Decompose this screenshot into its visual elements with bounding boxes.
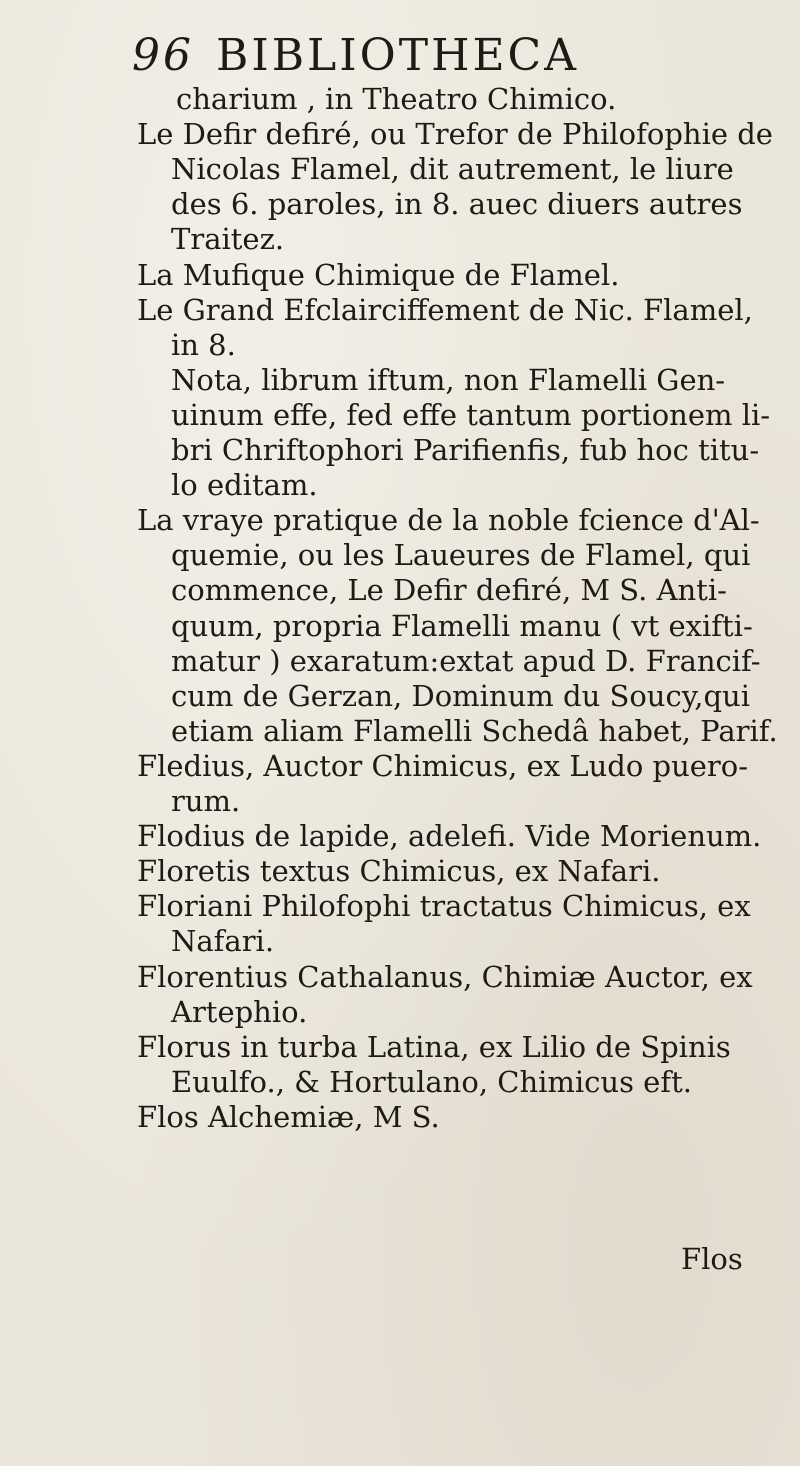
text-line: uinum effe, fed effe tantum portionem li-: [171, 398, 771, 432]
text-line: rum.: [171, 784, 241, 818]
text-line: in 8.: [171, 328, 236, 362]
catchword: Flos: [681, 1242, 743, 1276]
text-line: lo editam.: [171, 468, 318, 502]
running-title: BIBLIOTHECA: [216, 30, 579, 81]
text-line: La vraye pratique de la noble fcience d'Al-: [137, 503, 760, 537]
text-line: Fledius, Auctor Chimicus, ex Ludo puero-: [137, 749, 749, 783]
text-line: charium , in Theatro Chimico.: [176, 82, 617, 116]
text-line: La Mufique Chimique de Flamel.: [137, 258, 620, 292]
text-line: Traitez.: [171, 222, 285, 256]
text-line: Nafari.: [171, 924, 275, 958]
text-line: Flodius de lapide, adelefi. Vide Morienum.: [137, 819, 762, 853]
text-line: des 6. paroles, in 8. auec diuers autres: [171, 187, 743, 221]
text-line: Floretis textus Chimicus, ex Nafari.: [137, 854, 661, 888]
text-line: etiam aliam Flamelli Schedâ habet, Parif.: [171, 714, 778, 748]
text-line: Floriani Philofophi tractatus Chimicus, ex: [137, 889, 751, 923]
text-line: Flos Alchemiæ, M S.: [137, 1100, 440, 1134]
text-line: bri Chriftophori Parifienfis, fub hoc titu-: [171, 433, 760, 467]
text-line: cum de Gerzan, Dominum du Soucy,qui: [171, 679, 750, 713]
text-line: Nicolas Flamel, dit autrement, le liure: [171, 152, 734, 186]
text-line: Florus in turba Latina, ex Lilio de Spinis: [137, 1030, 731, 1064]
text-line: Le Grand Efclairciffement de Nic. Flamel,: [137, 293, 753, 327]
text-line: Florentius Cathalanus, Chimiæ Auctor, ex: [137, 960, 753, 994]
text-line: commence, Le Defir defiré, M S. Anti-: [171, 573, 727, 607]
text-line: Le Defir defiré, ou Trefor de Philofophie de: [137, 117, 773, 151]
running-header: [132, 30, 579, 81]
page-number: 96: [132, 30, 194, 81]
text-line: quemie, ou les Laueures de Flamel, qui: [171, 538, 751, 572]
text-line: matur ) exaratum:extat apud D. Francif-: [171, 644, 761, 678]
text-line: Euulfo., & Hortulano, Chimicus eft.: [171, 1065, 692, 1099]
text-line: Nota, librum iftum, non Flamelli Gen-: [171, 363, 726, 397]
text-line: Artephio.: [171, 995, 308, 1029]
text-line: quum, propria Flamelli manu ( vt exifti-: [171, 609, 753, 643]
